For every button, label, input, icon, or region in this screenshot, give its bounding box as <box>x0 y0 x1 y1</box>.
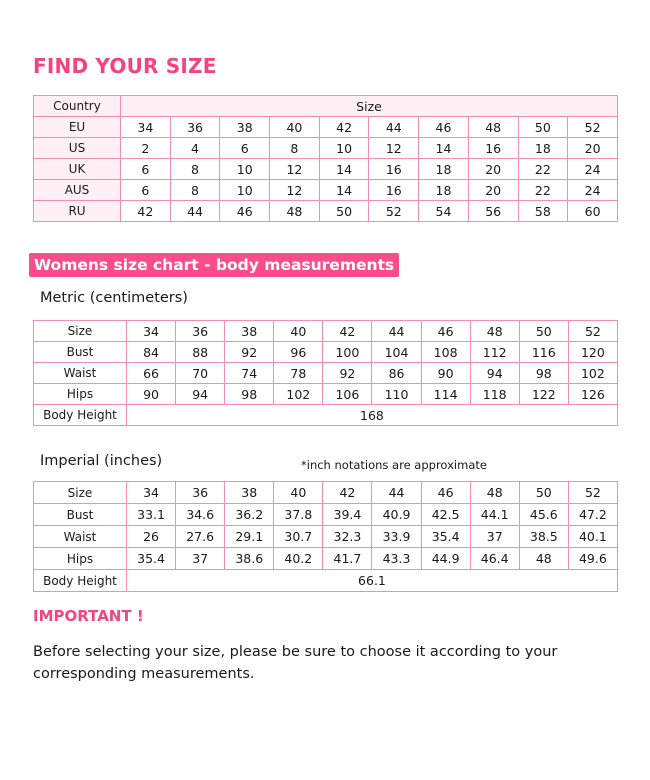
table-cell: 52 <box>369 201 419 222</box>
table-row <box>34 384 618 405</box>
table-cell: 92 <box>323 363 372 384</box>
table-cell: 33.1 <box>127 504 176 526</box>
size-conversion-table <box>33 95 618 222</box>
table-row <box>34 526 618 548</box>
table-cell: 18 <box>419 159 469 180</box>
table-cell: 34.6 <box>176 504 225 526</box>
body-height-value: 168 <box>127 405 618 426</box>
table-cell: 122 <box>519 384 568 405</box>
table-cell: 6 <box>220 138 270 159</box>
metric-title: Metric (centimeters) <box>40 290 188 306</box>
table-cell: 90 <box>421 363 470 384</box>
table-cell: 40.1 <box>568 526 617 548</box>
size-table-body <box>34 117 618 222</box>
row-label: US <box>34 138 121 159</box>
table-header-row <box>34 96 618 117</box>
table-cell: 78 <box>274 363 323 384</box>
table-cell: 37 <box>176 548 225 570</box>
find-your-size-heading: FIND YOUR SIZE <box>33 54 217 78</box>
row-label: Size <box>34 482 127 504</box>
table-cell: 35.4 <box>421 526 470 548</box>
table-cell: 48 <box>519 548 568 570</box>
table-cell: 46 <box>421 482 470 504</box>
table-cell: 94 <box>176 384 225 405</box>
table-cell: 42.5 <box>421 504 470 526</box>
table-cell: 45.6 <box>519 504 568 526</box>
table-row <box>34 180 618 201</box>
table-cell: 96 <box>274 342 323 363</box>
table-cell: 36 <box>176 482 225 504</box>
table-cell: 86 <box>372 363 421 384</box>
row-label: Size <box>34 321 127 342</box>
body-height-value: 66.1 <box>127 570 618 592</box>
table-cell: 49.6 <box>568 548 617 570</box>
table-cell: 26 <box>127 526 176 548</box>
table-cell: 40.9 <box>372 504 421 526</box>
table-cell: 32.3 <box>323 526 372 548</box>
table-cell: 42 <box>323 321 372 342</box>
body-height-label: Body Height <box>34 570 127 592</box>
table-cell: 44 <box>372 321 421 342</box>
table-cell: 46 <box>419 117 469 138</box>
table-cell: 14 <box>319 180 369 201</box>
table-cell: 2 <box>121 138 171 159</box>
table-cell: 44.1 <box>470 504 519 526</box>
table-cell: 12 <box>270 180 320 201</box>
table-cell: 18 <box>518 138 568 159</box>
table-cell: 70 <box>176 363 225 384</box>
table-cell: 108 <box>421 342 470 363</box>
table-cell: 120 <box>568 342 617 363</box>
table-cell: 40.2 <box>274 548 323 570</box>
table-cell: 50 <box>319 201 369 222</box>
table-cell: 50 <box>519 482 568 504</box>
body-height-row <box>34 570 618 592</box>
table-cell: 16 <box>468 138 518 159</box>
table-cell: 110 <box>372 384 421 405</box>
table-cell: 47.2 <box>568 504 617 526</box>
table-cell: 84 <box>127 342 176 363</box>
table-cell: 42 <box>121 201 171 222</box>
table-cell: 37.8 <box>274 504 323 526</box>
table-row <box>34 482 618 504</box>
table-cell: 104 <box>372 342 421 363</box>
table-cell: 44 <box>372 482 421 504</box>
table-row <box>34 548 618 570</box>
table-cell: 100 <box>323 342 372 363</box>
table-cell: 112 <box>470 342 519 363</box>
table-cell: 8 <box>170 159 220 180</box>
table-cell: 16 <box>369 159 419 180</box>
table-cell: 38.5 <box>519 526 568 548</box>
row-label: AUS <box>34 180 121 201</box>
body-height-label: Body Height <box>34 405 127 426</box>
inch-approximation-note: *inch notations are approximate <box>301 458 487 472</box>
table-cell: 88 <box>176 342 225 363</box>
table-cell: 114 <box>421 384 470 405</box>
table-cell: 46.4 <box>470 548 519 570</box>
table-cell: 46 <box>220 201 270 222</box>
table-cell: 24 <box>568 180 618 201</box>
table-row <box>34 201 618 222</box>
table-cell: 30.7 <box>274 526 323 548</box>
table-cell: 34 <box>127 321 176 342</box>
table-cell: 118 <box>470 384 519 405</box>
table-cell: 38 <box>220 117 270 138</box>
table-cell: 52 <box>568 117 618 138</box>
table-cell: 58 <box>518 201 568 222</box>
table-cell: 98 <box>225 384 274 405</box>
table-cell: 48 <box>470 321 519 342</box>
table-cell: 38.6 <box>225 548 274 570</box>
table-cell: 43.3 <box>372 548 421 570</box>
table-cell: 52 <box>568 321 617 342</box>
table-cell: 33.9 <box>372 526 421 548</box>
table-cell: 10 <box>319 138 369 159</box>
table-cell: 40 <box>270 117 320 138</box>
table-cell: 38 <box>225 482 274 504</box>
table-cell: 42 <box>319 117 369 138</box>
country-header: Country <box>34 96 121 117</box>
table-cell: 36 <box>170 117 220 138</box>
metric-table-body <box>34 321 618 426</box>
table-cell: 34 <box>127 482 176 504</box>
table-cell: 8 <box>270 138 320 159</box>
table-cell: 20 <box>468 180 518 201</box>
important-text: Before selecting your size, please be sure to choose it according to your corresponding measurements. <box>33 644 558 682</box>
table-cell: 60 <box>568 201 618 222</box>
row-label: RU <box>34 201 121 222</box>
row-label: Bust <box>34 342 127 363</box>
table-cell: 18 <box>419 180 469 201</box>
size-header: Size <box>121 96 618 117</box>
table-cell: 6 <box>121 159 171 180</box>
table-cell: 20 <box>468 159 518 180</box>
table-cell: 48 <box>270 201 320 222</box>
body-measurements-banner: Womens size chart - body measurements <box>29 253 399 277</box>
table-cell: 41.7 <box>323 548 372 570</box>
table-row <box>34 363 618 384</box>
table-cell: 37 <box>470 526 519 548</box>
table-cell: 16 <box>369 180 419 201</box>
table-cell: 29.1 <box>225 526 274 548</box>
table-cell: 6 <box>121 180 171 201</box>
table-cell: 42 <box>323 482 372 504</box>
metric-measurements-table <box>33 320 618 426</box>
table-cell: 44 <box>170 201 220 222</box>
imperial-table-body <box>34 482 618 592</box>
table-cell: 52 <box>568 482 617 504</box>
table-cell: 92 <box>225 342 274 363</box>
table-cell: 8 <box>170 180 220 201</box>
row-label: Hips <box>34 548 127 570</box>
table-cell: 102 <box>274 384 323 405</box>
row-label: EU <box>34 117 121 138</box>
table-cell: 40 <box>274 321 323 342</box>
table-cell: 90 <box>127 384 176 405</box>
table-cell: 12 <box>369 138 419 159</box>
table-cell: 44.9 <box>421 548 470 570</box>
body-height-row <box>34 405 618 426</box>
table-cell: 40 <box>274 482 323 504</box>
table-cell: 22 <box>518 180 568 201</box>
table-cell: 36 <box>176 321 225 342</box>
imperial-title: Imperial (inches) <box>40 453 163 469</box>
table-cell: 36.2 <box>225 504 274 526</box>
table-cell: 50 <box>519 321 568 342</box>
table-cell: 34 <box>121 117 171 138</box>
table-cell: 4 <box>170 138 220 159</box>
table-cell: 24 <box>568 159 618 180</box>
table-cell: 56 <box>468 201 518 222</box>
table-cell: 27.6 <box>176 526 225 548</box>
table-cell: 74 <box>225 363 274 384</box>
row-label: UK <box>34 159 121 180</box>
table-cell: 54 <box>419 201 469 222</box>
table-row <box>34 138 618 159</box>
table-cell: 50 <box>518 117 568 138</box>
table-cell: 116 <box>519 342 568 363</box>
table-cell: 46 <box>421 321 470 342</box>
table-cell: 106 <box>323 384 372 405</box>
table-cell: 14 <box>419 138 469 159</box>
table-cell: 39.4 <box>323 504 372 526</box>
table-cell: 102 <box>568 363 617 384</box>
table-cell: 35.4 <box>127 548 176 570</box>
table-row <box>34 504 618 526</box>
important-heading: IMPORTANT ! <box>33 607 144 625</box>
table-cell: 98 <box>519 363 568 384</box>
table-cell: 48 <box>468 117 518 138</box>
table-cell: 38 <box>225 321 274 342</box>
table-cell: 94 <box>470 363 519 384</box>
table-row <box>34 342 618 363</box>
row-label: Bust <box>34 504 127 526</box>
row-label: Waist <box>34 363 127 384</box>
table-row <box>34 117 618 138</box>
table-row <box>34 321 618 342</box>
imperial-measurements-table <box>33 481 618 592</box>
table-cell: 12 <box>270 159 320 180</box>
row-label: Hips <box>34 384 127 405</box>
table-cell: 66 <box>127 363 176 384</box>
table-row <box>34 159 618 180</box>
table-cell: 10 <box>220 180 270 201</box>
table-cell: 10 <box>220 159 270 180</box>
table-cell: 20 <box>568 138 618 159</box>
row-label: Waist <box>34 526 127 548</box>
table-cell: 44 <box>369 117 419 138</box>
table-cell: 22 <box>518 159 568 180</box>
table-cell: 48 <box>470 482 519 504</box>
table-cell: 126 <box>568 384 617 405</box>
table-cell: 14 <box>319 159 369 180</box>
